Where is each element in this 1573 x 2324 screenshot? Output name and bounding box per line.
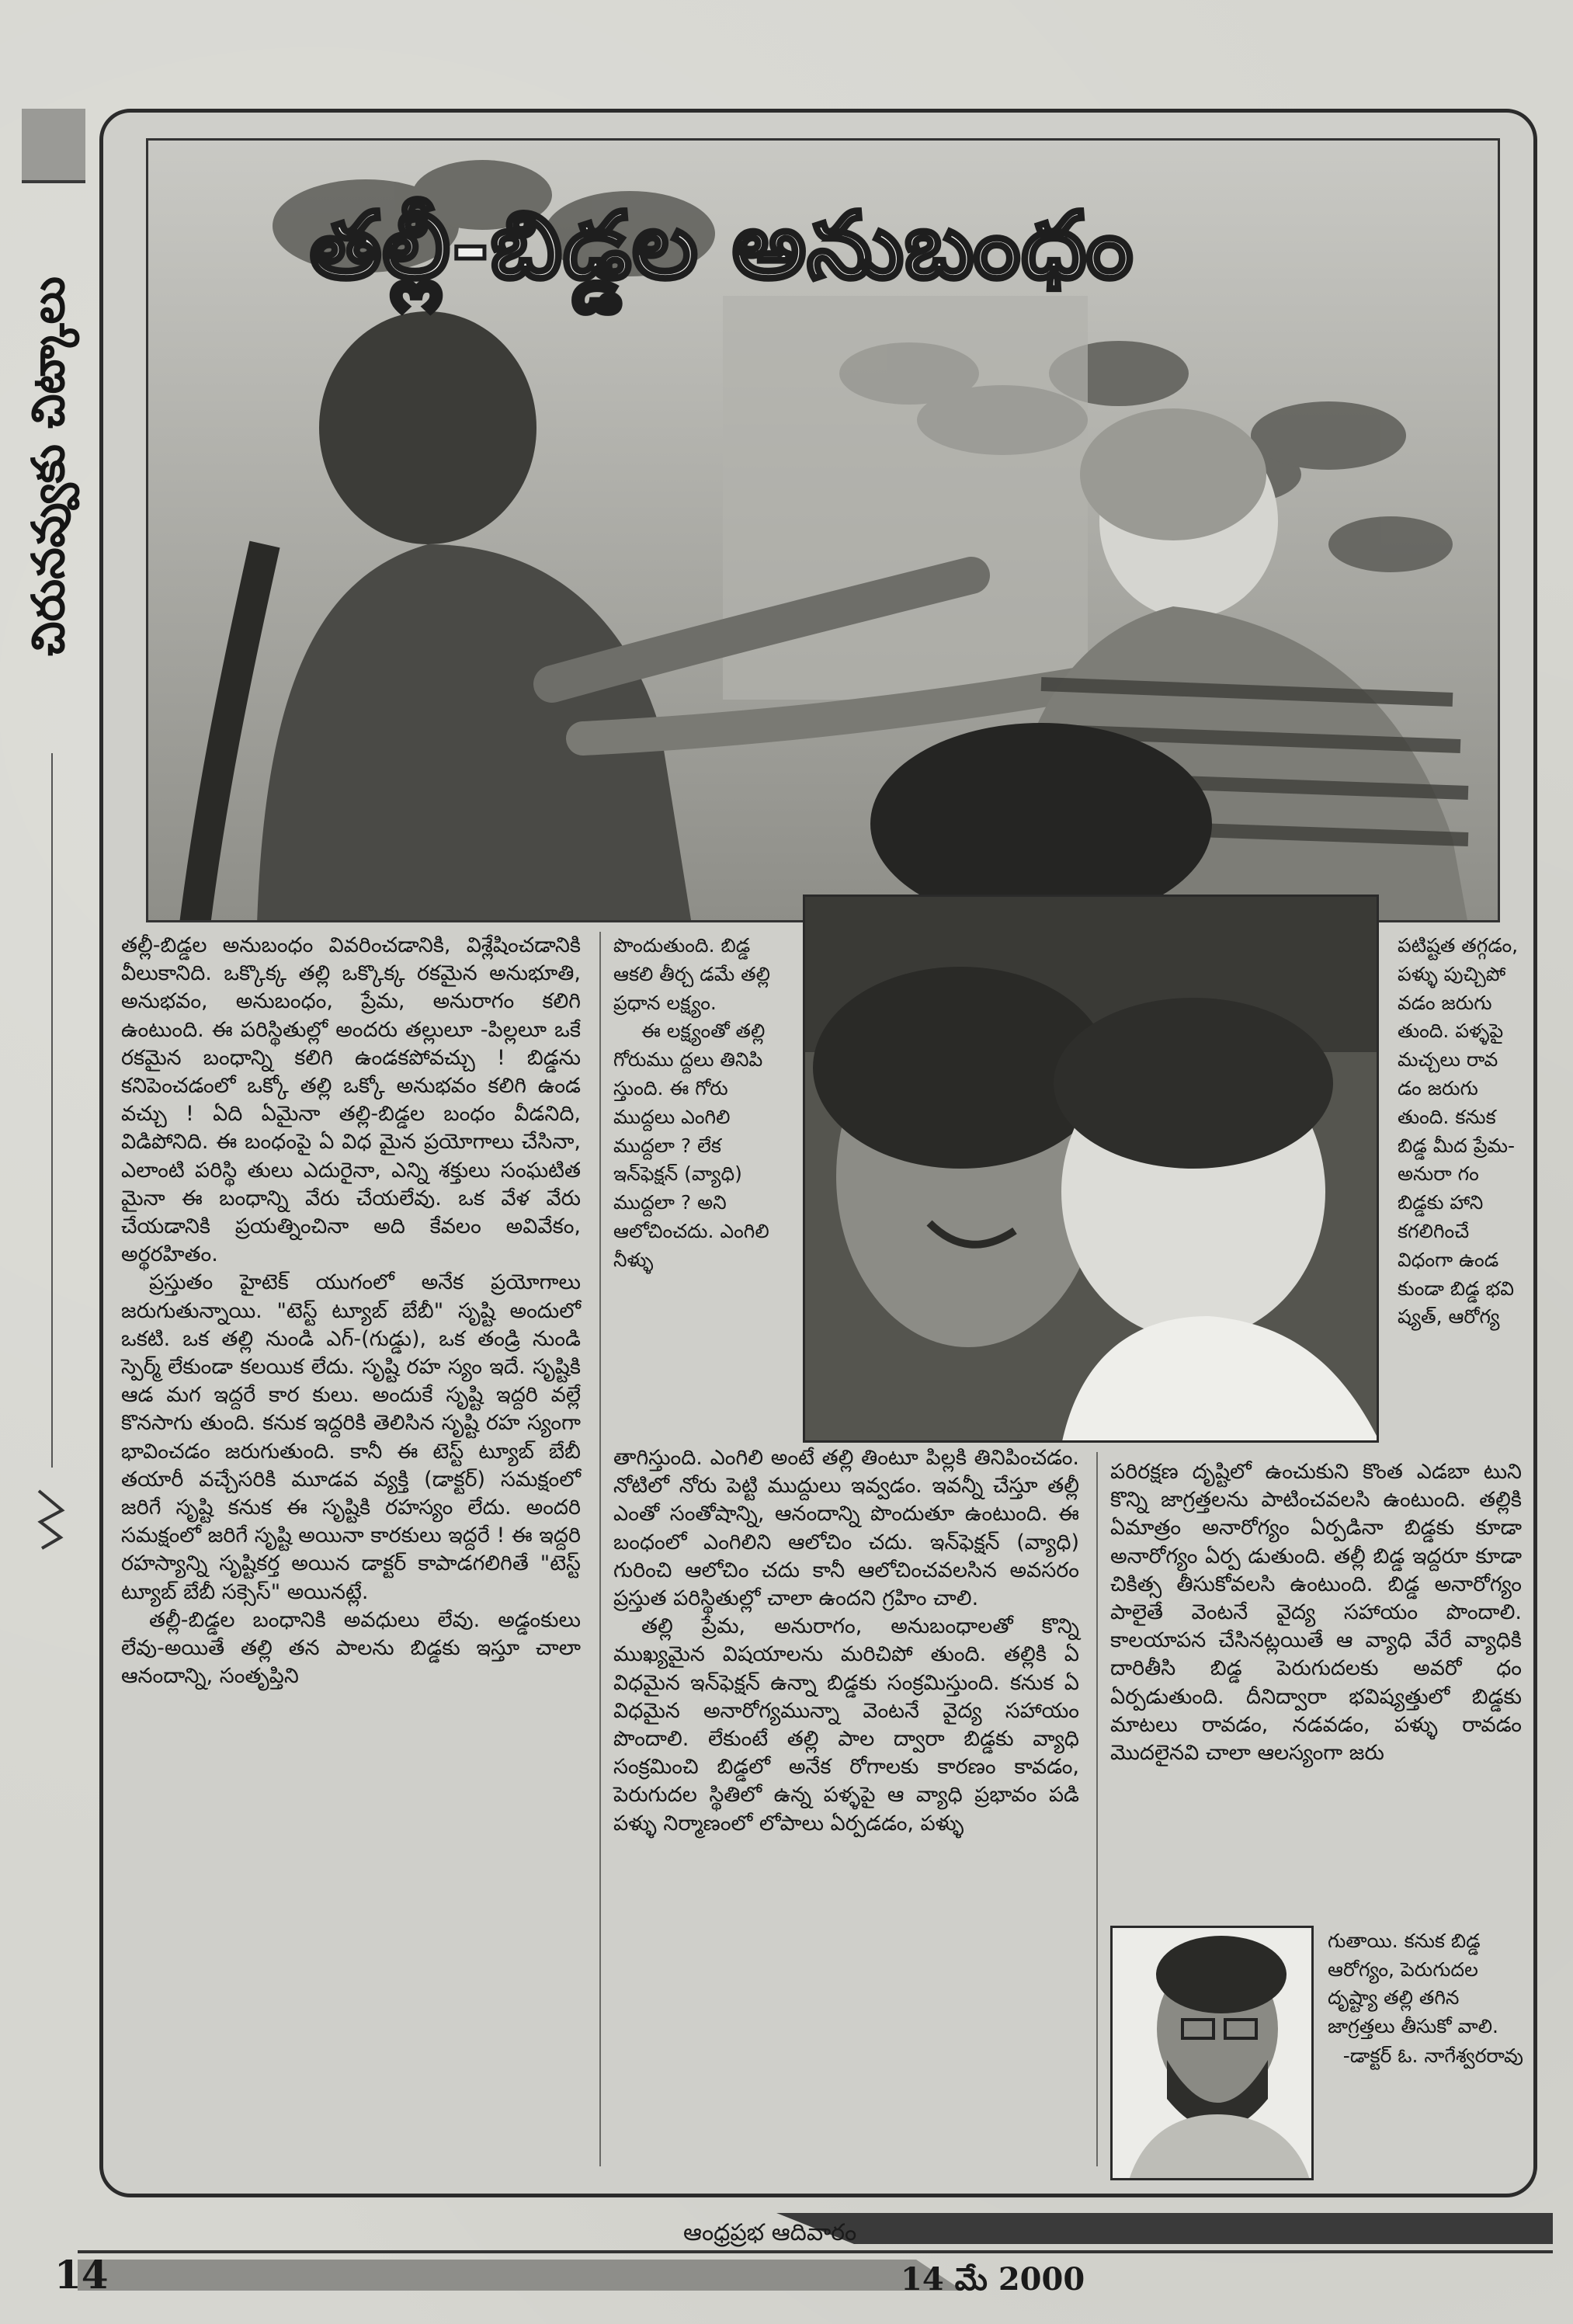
article-column-2-bottom: [613, 1444, 1079, 2159]
sidebar-top-bar: [22, 109, 85, 183]
sidebar-rule: [51, 753, 53, 1468]
page-number: 14: [54, 2252, 109, 2298]
paragraph: తల్లీ-బిడ్డల బంధానికి అవధులు లేవు. అడ్డంకులు లేవు-అయితే తల్లి తన పాలను బిడ్డకు ఇస్తూ చాలా ఆనందాన్ని, సంతృప్తిని: [121, 1607, 581, 1689]
article-column-3-top: [1398, 932, 1522, 1444]
paragraph: తల్లి ప్రేమ, అనురాగం, అనుబంధాలతో కొన్ని ముఖ్యమైన విషయాలను మరిచిపో తుంది. తల్లికి ఏ విధమైన ఇన్‌ఫెక్షన్ ఉన్నా బిడ్డకు సంక్రమిస్తుంది. కనుక ఏ విధమైన అనారోగ్యమున్నా వెంటనే వైద్య సహాయం పొందాలి. లేకుంటే తల్లి పాల ద్వారా బిడ్డకు వ్యాధి సంక్రమించి బిడ్డలో అనేక రోగాలకు కారణం కావడం, పెరుగుదల స్థితిలో ఉన్న పళ్ళపై ఆ వ్యాధి ప్రభావం పడి పళ్ళు నిర్మాణంలో లోపాలు ఏర్పడడం, పళ్ళు: [613, 1614, 1079, 1836]
headline-container: [264, 191, 1180, 318]
article-column-1: [121, 932, 581, 2159]
paragraph: పటిష్టత తగ్గడం, పళ్ళు పుచ్చిపో వడం జరుగు తుంది. పళ్ళపై మచ్చలు రావ డం జరుగు తుంది. కనుక బిడ్డ మీద ప్రేమ-అనురా గం బిడ్డకు హాని కగలిగించే విధంగా ఉండ కుండా బిడ్డ భవి ష్యత్, ఆరోగ్య: [1398, 934, 1519, 1329]
paragraph: పొందుతుంది. బిడ్డ ఆకలి తీర్చ డమే తల్లి ప్రధాన లక్ష్యం.: [613, 934, 770, 1014]
paragraph: ఈ లక్ష్యంతో తల్లి గోరుము ద్దలు తినిపి స్తుంది. ఈ గోరు ముద్దలు ఎంగిలి ముద్దలా ? లేక ఇన్‌ఫెక్షన్ (వ్యాధి) ముద్దలా ? అని ఆలోచించదు. ఎంగిలి నీళ్ళు: [613, 1020, 769, 1271]
column-rule: [1096, 1452, 1098, 2166]
inset-photo: [803, 895, 1379, 1443]
section-sidebar: [22, 109, 85, 1468]
pen-mark-icon: [31, 1483, 70, 1553]
publication-date: 14 మే 2000: [901, 2261, 1085, 2298]
paragraph: గుతాయి. కనుక బిడ్డ ఆరోగ్యం, పెరుగుదల దృష్ట్యా తల్లి తగిన జాగ్రత్తలు తీసుకో వాలి.: [1328, 1930, 1498, 2037]
section-label-container: [22, 194, 85, 738]
paragraph: ప్రస్తుతం హైటెక్ యుగంలో అనేక ప్రయోగాలు జరుగుతున్నాయి. "టెస్ట్ ట్యూబ్ బేబీ" సృష్టి అందులో ఒకటి. ఒక తల్లి నుండి ఎగ్-(గుడ్డు), ఒక తండ్రి నుండి స్పెర్మ్ లేకుండా కలయిక లేదు. సృష్టి రహ స్యం ఇదే. సృష్టికి ఆడ మగ ఇద్దరే కార కులు. అందుకే సృష్టి ఇద్దరి వల్లే కొనసాగు తుంది. కనుక ఇద్దరికి తెలిసిన సృష్టి రహ స్యంగా భావించడం జరుగుతుంది. కానీ ఈ టెస్ట్ ట్యూబ్ బేబీ తయారీ వచ్చేసరికి మూడవ వ్యక్తి (డాక్టర్) సమక్షంలో జరిగే సృష్టి కనుక ఈ సృష్టికి రహస్యం లేదు. అందరి సమక్షంలో జరిగే సృష్టి అయినా కారకులు ఇద్దరే ! ఈ ఇద్దరి రహస్యాన్ని సృష్టికర్త అయిన డాక్టర్ కాపాడగలిగితే "టెస్ట్ ట్యూబ్ బేబీ సక్సెస్" అయినట్లే.: [121, 1270, 581, 1604]
article-column-3-bottom: [1328, 1927, 1523, 2176]
column-rule: [599, 932, 601, 2166]
paragraph: తల్లీ-బిడ్డల అనుబంధం వివరించడానికి, విశ్లేషించడానికి వీలుకానిది. ఒక్కొక్క తల్లి ఒక్కొక్క రకమైన అనుభూతి, అనుభవం, అనుబంధం, ప్రేమ, అనురాగం కలిగి ఉంటుంది. ఈ పరిస్థితుల్లో అందరు తల్లులూ -పిల్లలూ ఒకే రకమైన బంధాన్ని కలిగి ఉండకపోవచ్చు ! బిడ్డను కనిపెంచడంలో ఒక్కో తల్లి ఒక్కో అనుభవం కలిగి ఉండ వచ్చు ! ఏది ఏమైనా తల్లి-బిడ్డల బంధం వీడనిది, విడిపోనిది. ఈ బంధంపై ఏ విధ మైన ప్రయోగాలు చేసినా, ఎలాంటి పరిస్థి తులు ఎదురైనా, ఎన్ని శక్తులు సంఘటిత మైనా ఈ బంధాన్ని వేరు చేయలేవు. ఒక వేళ వేరు చేయడానికి ప్రయత్నించినా అది కేవలం అవివేకం, అర్థరహితం.: [121, 933, 581, 1267]
publication-name: ఆంధ్రప్రభ ఆదివారం: [683, 2219, 857, 2246]
article-column-2-top: [613, 932, 789, 1444]
inset-photo-graphic: [805, 897, 1379, 1443]
section-label: చిరునవ్వుకు చిట్కాలు: [21, 276, 75, 656]
author-photo: [1110, 1926, 1314, 2180]
paragraph: పరిరక్షణ దృష్టిలో ఉంచుకుని కొంత ఎడబా టుని కొన్ని జాగ్రత్తలను పాటించవలసి ఉంటుంది. తల్లికి ఏమాత్రం అనారోగ్యం ఏర్పడినా బిడ్డకు కూడా అనారోగ్యం ఏర్ప డుతుంది. తల్లీ బిడ్డ ఇద్దరూ కూడా చికిత్స తీసుకోవలసి ఉంటుంది. బిడ్డ అనారోగ్యం పాలైతే వెంటనే వైద్య సహాయం పొందాలి. కాలయాపన చేసినట్లయితే ఆ వ్యాధి వేరే వ్యాధికి దారితీసి బిడ్డ పెరుగుదలకు అవరో ధం ఏర్పడుతుంది. దీనిద్వారా భవిష్యత్తులో బిడ్డకు మాటలు రావడం, నడవడం, పళ్ళు రావడం మొదలైనవి చాలా ఆలస్యంగా జరు: [1110, 1460, 1522, 1766]
paragraph: తాగిస్తుంది. ఎంగిలి అంటే తల్లి తింటూ పిల్లకి తినిపించడం. నోటిలో నోరు పెట్టి ముద్దులు ఇవ్వడం. ఇవన్నీ చేస్తూ తల్లీ ఎంతో సంతోషాన్ని, ఆనందాన్ని పొందుతూ ఉంటుంది. ఈ బంధంలో ఎంగిలిని ఆలోచిం చదు. ఇన్‌ఫెక్షన్ (వ్యాధి) గురించి ఆలోచిం చదు కానీ ఆలోచించవలసిన అవసరం ప్రస్తుత పరిస్థితుల్లో చాలా ఉందని గ్రహిం చాలి.: [613, 1446, 1079, 1611]
article-headline: తల్లీ-బిడ్డల అనుబంధం: [310, 191, 1134, 299]
article-column-3-middle: [1110, 1458, 1522, 1916]
author-photo-graphic: [1113, 1928, 1314, 2180]
author-byline: -డాక్టర్ ఓ. నాగేశ్వరరావు: [1342, 2044, 1523, 2067]
